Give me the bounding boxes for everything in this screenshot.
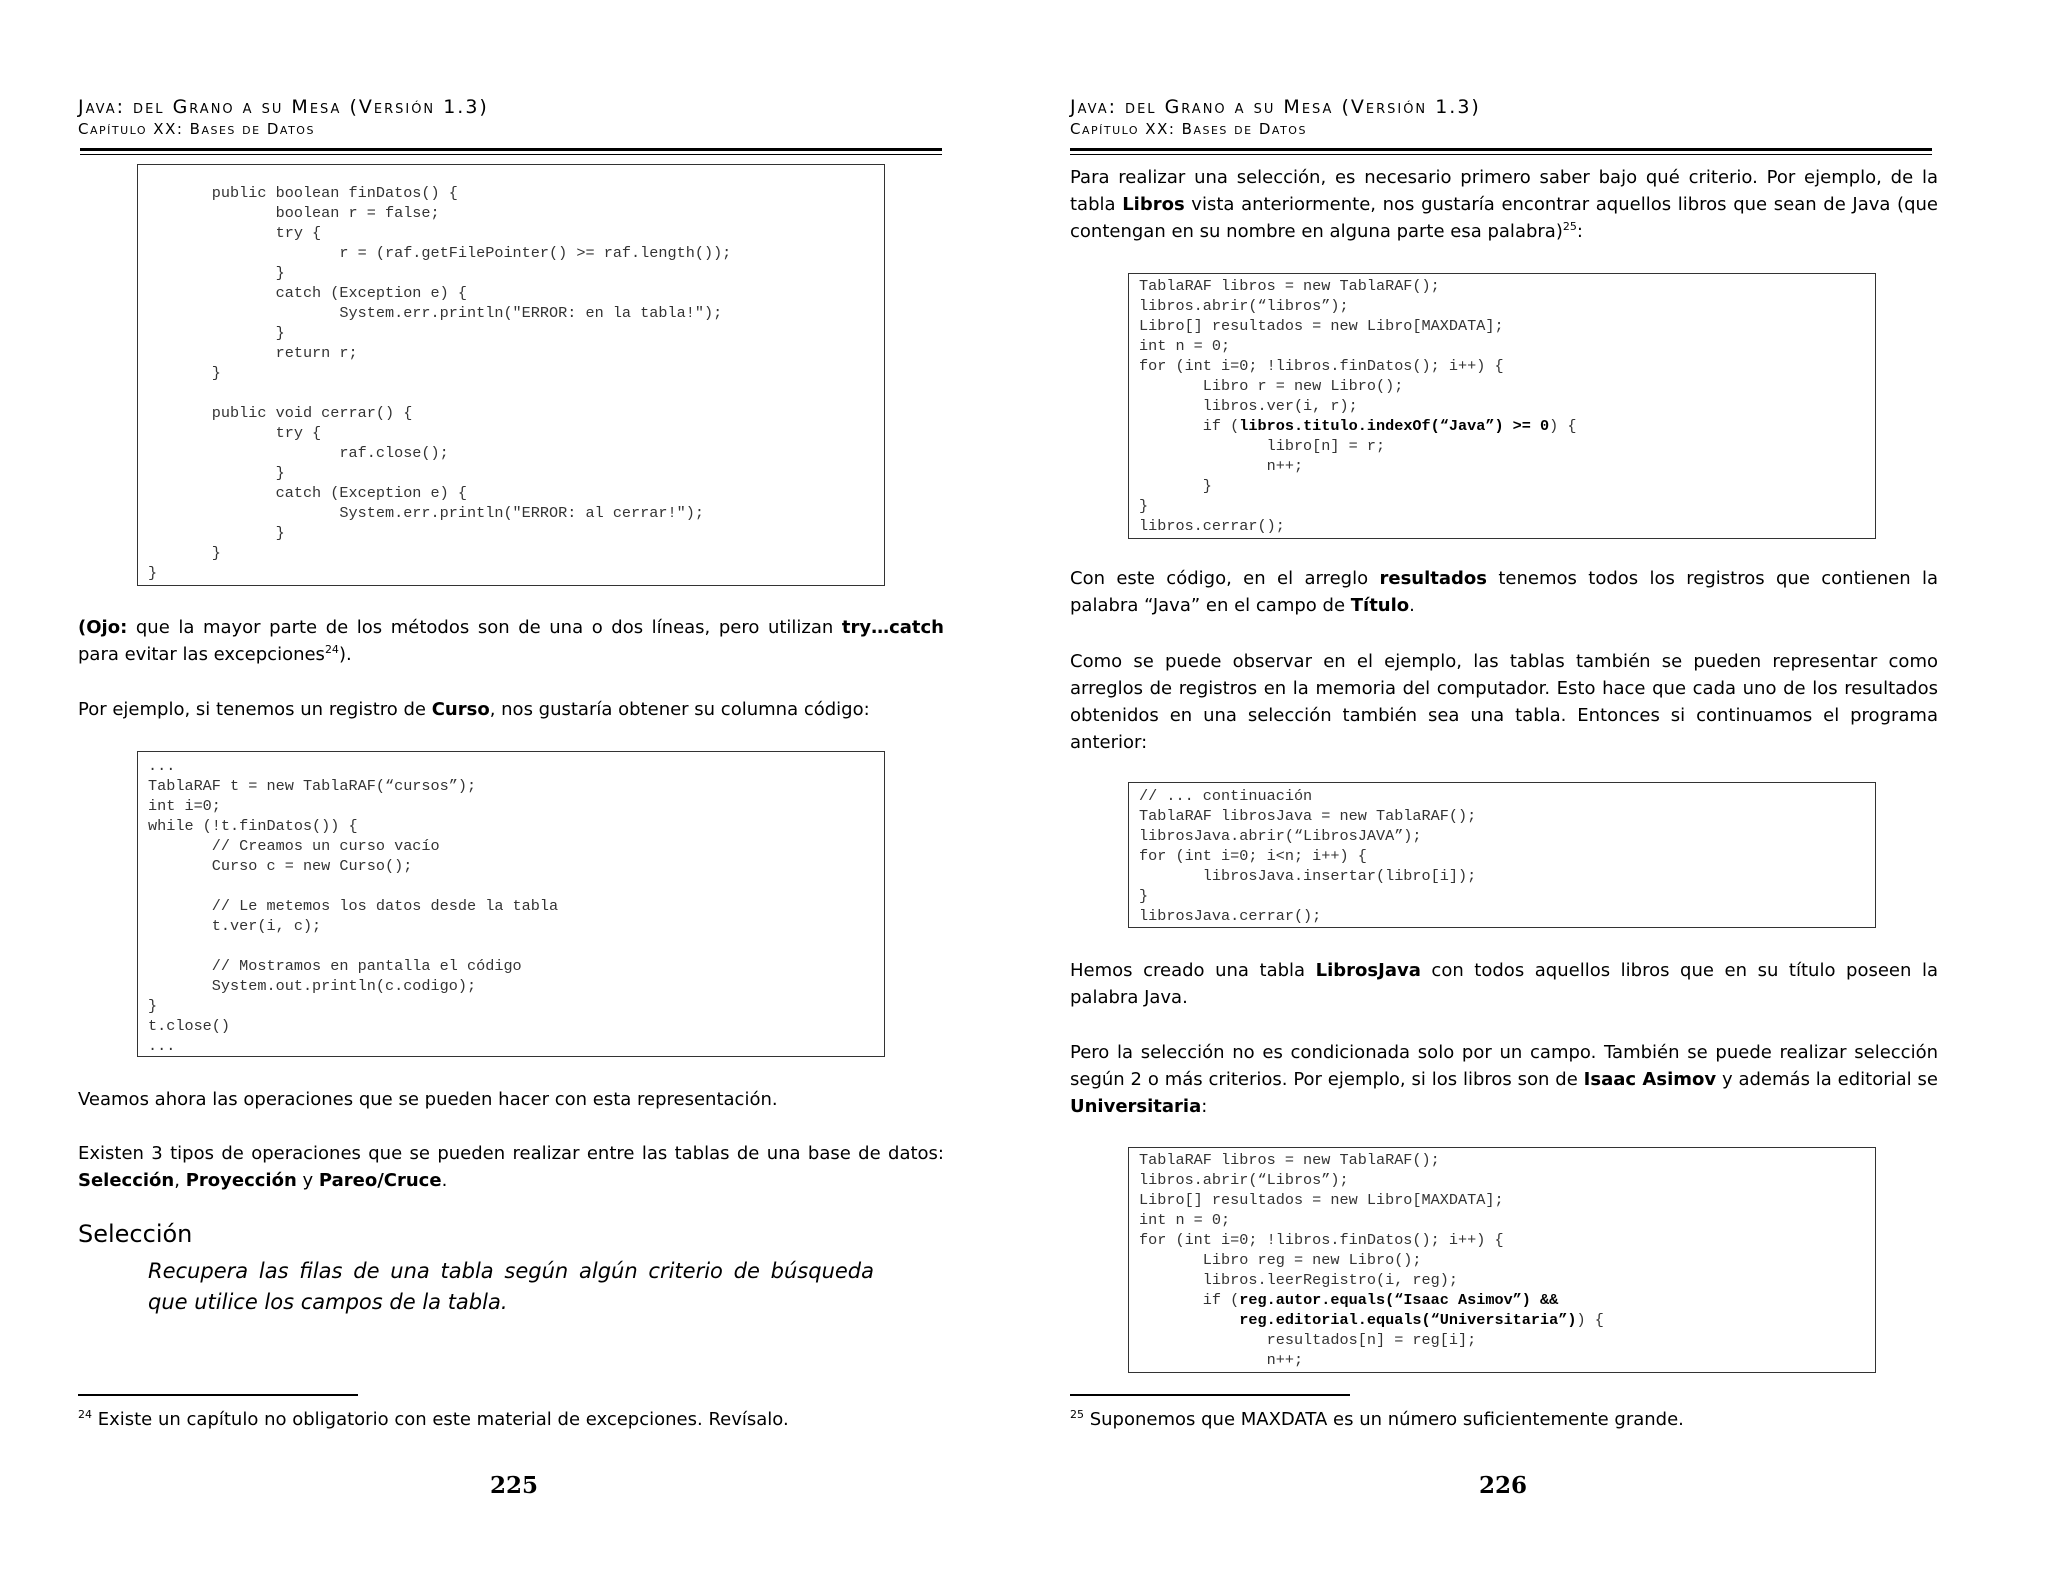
code-line: try { xyxy=(148,424,322,442)
right-page xyxy=(1024,0,2048,1582)
multi-text-a: Pero la selección no es condicionada solo por un campo. También se puede realizar selección según 2 o más criterios. Por ejemplo, si los libros son de xyxy=(1070,1042,1938,1090)
header-rule-thin xyxy=(80,154,942,155)
code-block-continuation xyxy=(1128,782,1876,928)
code-line: libro[n] = r; xyxy=(1139,437,1386,455)
code-line: System.err.println("ERROR: en la tabla!"); xyxy=(148,304,723,322)
try-catch-keyword: try…catch xyxy=(841,617,944,638)
created-table-paragraph xyxy=(1070,957,1938,1011)
types-text-a: Existen 3 tipos de operaciones que se pueden realizar entre las tablas de una base de datos: xyxy=(78,1143,944,1164)
code-line: n++; xyxy=(1139,457,1304,475)
header-rule-thick xyxy=(80,148,942,151)
code-line: while (!t.finDatos()) { xyxy=(148,817,358,835)
code-line xyxy=(148,936,874,956)
titulo-bold: Título xyxy=(1350,595,1410,616)
code-line: TablaRAF librosJava = new TablaRAF(); xyxy=(1139,807,1477,825)
selection-intro-paragraph xyxy=(1070,164,1938,245)
code-line: libros.cerrar(); xyxy=(1139,517,1285,535)
result-text-a: Con este código, en el arreglo xyxy=(1070,568,1380,589)
footnote-25 xyxy=(1070,1408,1684,1430)
header-rule-thick xyxy=(1070,148,1932,151)
code-line: } xyxy=(148,564,158,582)
code-line: if (libros.titulo.indexOf(“Java”) >= 0) { xyxy=(1139,417,1577,435)
result-paragraph xyxy=(1070,565,1938,619)
example-paragraph xyxy=(78,696,944,723)
note-open: ( xyxy=(78,617,87,638)
footnote-num-24: 24 xyxy=(78,1408,92,1421)
code-line: // ... continuación xyxy=(1139,787,1313,805)
note-close: ). xyxy=(338,644,352,665)
intro-end: : xyxy=(1576,221,1583,242)
code-line: } xyxy=(148,264,285,282)
pareo-cruce-bold: Pareo/Cruce xyxy=(318,1170,442,1191)
code-line: } xyxy=(1139,477,1212,495)
code-line: // Creamos un curso vacío xyxy=(148,837,440,855)
note-paragraph xyxy=(78,614,944,668)
running-header-chapter: Capítulo XX: Bases de Datos xyxy=(1070,120,1307,138)
code-line: } xyxy=(148,464,285,482)
code-line: raf.close(); xyxy=(148,444,449,462)
page-number-225: 225 xyxy=(490,1472,539,1499)
code-line: TablaRAF libros = new TablaRAF(); xyxy=(1139,277,1440,295)
multi-end: : xyxy=(1201,1096,1208,1117)
created-text-b: con todos aquellos libros que en su título poseen la palabra Java. xyxy=(1070,960,1938,1008)
header-rule-thin xyxy=(1070,154,1932,155)
code-line: int i=0; xyxy=(148,797,221,815)
code-line: r = (raf.getFilePointer() >= raf.length()); xyxy=(148,244,732,262)
code-line: resultados[n] = reg[i]; xyxy=(1139,1331,1477,1349)
code-block-curso-example xyxy=(137,751,885,1057)
code-line: for (int i=0; i<n; i++) { xyxy=(1139,847,1367,865)
code-line: System.out.println(c.codigo); xyxy=(148,977,477,995)
code-line: // Le metemos los datos desde la tabla xyxy=(148,897,559,915)
note-text-a: que la mayor parte de los métodos son de una o dos líneas, pero utilizan xyxy=(127,617,842,638)
code-line: reg.editorial.equals(“Universitaria”)) { xyxy=(1239,1311,1604,1329)
code-line: } xyxy=(148,544,221,562)
universitaria-bold: Universitaria xyxy=(1070,1096,1202,1117)
code-line: TablaRAF t = new TablaRAF(“cursos”); xyxy=(148,777,477,795)
code-line: Libro[] resultados = new Libro[MAXDATA]; xyxy=(1139,317,1504,335)
ojo-label: Ojo: xyxy=(86,617,128,638)
code-line: Libro r = new Libro(); xyxy=(1139,377,1404,395)
code-block-tablaraf-methods xyxy=(137,164,885,586)
footnote-rule xyxy=(1070,1394,1350,1396)
code-block-java-selection xyxy=(1128,273,1876,539)
curso-bold: Curso xyxy=(431,699,490,720)
footnote-ref-25: 25 xyxy=(1562,220,1577,233)
code-line: librosJava.insertar(libro[i]); xyxy=(1139,867,1477,885)
result-end: . xyxy=(1409,595,1415,616)
code-line: libros.ver(i, r); xyxy=(1139,397,1358,415)
code-line xyxy=(148,383,874,403)
example-text-a: Por ejemplo, si tenemos un registro de xyxy=(78,699,432,720)
code-line: return r; xyxy=(148,344,358,362)
code-line: } xyxy=(148,524,285,542)
code-line: } xyxy=(148,324,285,342)
code-line: libros.leerRegistro(i, reg); xyxy=(1139,1271,1458,1289)
code-line: public boolean finDatos() { xyxy=(148,184,458,202)
code-line: } xyxy=(1139,497,1149,515)
footnote-text-25: Suponemos que MAXDATA es un número suficientemente grande. xyxy=(1084,1409,1684,1430)
footnote-rule xyxy=(78,1394,358,1396)
multi-text-b: y además la editorial se xyxy=(1716,1069,1938,1090)
code-line: Libro reg = new Libro(); xyxy=(1139,1251,1422,1269)
code-line: } xyxy=(148,997,158,1015)
code-line: catch (Exception e) { xyxy=(148,484,467,502)
code-line: System.err.println("ERROR: al cerrar!"); xyxy=(148,504,704,522)
intro-text-b: vista anteriormente, nos gustaría encontrar aquellos libros que sean de Java (que contengan en su nombre en alguna parte esa palabra) xyxy=(1070,194,1938,242)
code-line: ... xyxy=(148,1037,176,1055)
code-line: Libro[] resultados = new Libro[MAXDATA]; xyxy=(1139,1191,1504,1209)
operations-intro: Veamos ahora las operaciones que se pueden hacer con esta representación. xyxy=(78,1089,778,1110)
types-end: . xyxy=(441,1170,448,1191)
code-line: if (reg.autor.equals(“Isaac Asimov”) && xyxy=(1139,1291,1559,1309)
running-header-title: Java: del Grano a su Mesa (Versión 1.3) xyxy=(1070,96,1481,118)
code-line: librosJava.cerrar(); xyxy=(1139,907,1322,925)
librosjava-bold: LibrosJava xyxy=(1315,960,1421,981)
resultados-bold: resultados xyxy=(1379,568,1487,589)
code-block-multi-criteria xyxy=(1128,1147,1876,1373)
code-line: ... xyxy=(148,757,176,775)
footnote-text-24: Existe un capítulo no obligatorio con este material de excepciones. Revísalo. xyxy=(92,1409,789,1430)
page-number-226: 226 xyxy=(1479,1472,1528,1499)
code-line: Curso c = new Curso(); xyxy=(148,857,413,875)
code-line: int n = 0; xyxy=(1139,337,1231,355)
running-header-title: Java: del Grano a su Mesa (Versión 1.3) xyxy=(78,96,489,118)
observation-paragraph: Como se puede observar en el ejemplo, las tablas también se pueden representar como arreglos de registros en la memoria del computador. Esto hace que cada uno de los resultados obtenidos en una selección también sea una tabla. Entonces si continuamos el programa anterior: xyxy=(1070,651,1938,753)
code-line: } xyxy=(1139,887,1149,905)
created-text-a: Hemos creado una tabla xyxy=(1070,960,1316,981)
code-line xyxy=(148,876,874,896)
multi-criteria-paragraph xyxy=(1070,1039,1938,1120)
code-line: for (int i=0; !libros.finDatos(); i++) { xyxy=(1139,1231,1504,1249)
running-header-chapter: Capítulo XX: Bases de Datos xyxy=(78,120,315,138)
footnote-ref-24: 24 xyxy=(324,643,339,656)
intro-text-a: Para realizar una selección, es necesario primero saber bajo qué criterio. Por ejemplo, de la tabla xyxy=(1070,167,1938,215)
code-line: for (int i=0; !libros.finDatos(); i++) { xyxy=(1139,357,1504,375)
code-line: t.ver(i, c); xyxy=(148,917,322,935)
libros-bold: Libros xyxy=(1122,194,1185,215)
code-line: public void cerrar() { xyxy=(148,404,413,422)
code-line: t.close() xyxy=(148,1017,231,1035)
code-line: // Mostramos en pantalla el código xyxy=(148,957,522,975)
footnote-num-25: 25 xyxy=(1070,1408,1084,1421)
seleccion-definition: Recupera las filas de una tabla según algún criterio de búsqueda que utilice los campos de la tabla. xyxy=(148,1259,874,1314)
code-line: int n = 0; xyxy=(1139,1211,1231,1229)
code-line: TablaRAF libros = new TablaRAF(); xyxy=(1139,1151,1440,1169)
operation-types-paragraph xyxy=(78,1140,944,1194)
seleccion-bold: Selección xyxy=(78,1170,175,1191)
code-line: catch (Exception e) { xyxy=(148,284,467,302)
example-text-b: , nos gustaría obtener su columna código: xyxy=(489,699,870,720)
code-line: librosJava.abrir(“LibrosJAVA”); xyxy=(1139,827,1422,845)
isaac-asimov-bold: Isaac Asimov xyxy=(1583,1069,1717,1090)
code-line: try { xyxy=(148,224,322,242)
code-line: boolean r = false; xyxy=(148,204,440,222)
result-text-b: tenemos todos los registros que contienen la palabra “Java” en el campo de xyxy=(1070,568,1938,616)
code-line: libros.abrir(“libros”); xyxy=(1139,297,1349,315)
code-line: n++; xyxy=(1139,1351,1304,1369)
code-line: } xyxy=(148,364,221,382)
note-text-b: para evitar las excepciones xyxy=(78,644,325,665)
code-line: libros.abrir(“Libros”); xyxy=(1139,1171,1349,1189)
section-title-seleccion: Selección xyxy=(78,1220,193,1248)
types-sep2: y xyxy=(296,1170,319,1191)
footnote-24 xyxy=(78,1408,789,1430)
proyeccion-bold: Proyección xyxy=(185,1170,297,1191)
types-sep1: , xyxy=(174,1170,186,1191)
